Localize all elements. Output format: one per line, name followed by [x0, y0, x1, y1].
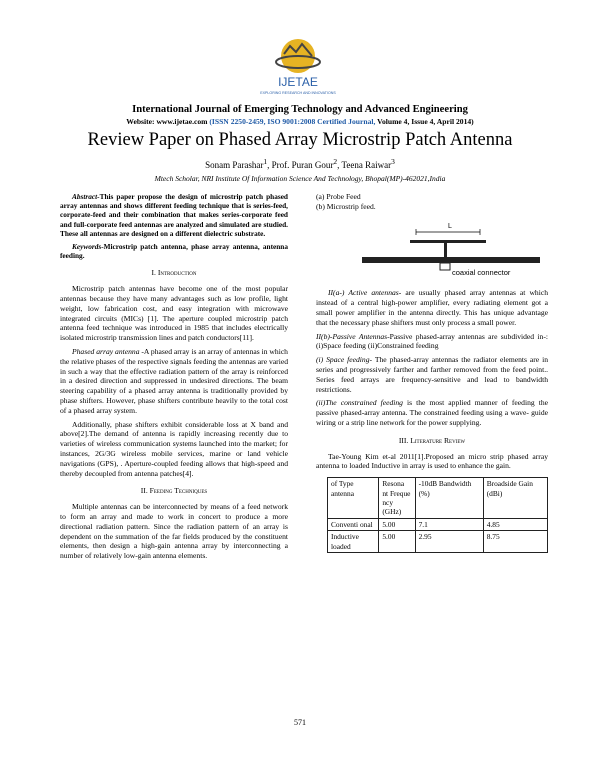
page-number: 571 — [294, 718, 306, 727]
passive-lead: II(b)-Passive Antennas — [316, 331, 388, 341]
intro-p2-lead: Phased array antenna — [72, 347, 140, 356]
table-cell: 7.1 — [415, 518, 483, 530]
constrained-feeding-paragraph — [316, 398, 548, 427]
table-cell: 8.75 — [483, 531, 547, 553]
active-text: - are usually phased array antennas at which instead of a central high-power amplifier, every radiating element got a small power amplifier in the antenna directly. This has unique advantage that the necessary phase shifters must only process a small power. — [316, 288, 548, 327]
keywords-label: Keywords- — [72, 242, 104, 252]
constrained-text: is the most applied manner of feeding the passive phased-array antenna. The constrained feeding using a wave- guide wiring or a strip line network for the power supplying. — [316, 398, 549, 427]
table-header: Resona nt Freque ncy (GHz) — [379, 478, 415, 519]
website-prefix: Website: www.ijetae.com — [126, 117, 210, 126]
abstract-label: Abstract- — [72, 192, 100, 201]
patch-element — [410, 240, 486, 243]
coaxial-feed-figure — [356, 218, 546, 280]
affiliation: Mtech Scholar, NRI Institute Of Information Science And Technology, Bhopal(MP)-462021,India — [154, 174, 446, 183]
feed-item-probe: (a) Probe Feed — [316, 192, 361, 201]
coaxial-connector-icon — [440, 263, 450, 270]
author-2-sup: 2 — [333, 157, 338, 166]
journal-website — [0, 117, 600, 126]
space-feeding-paragraph — [316, 355, 548, 394]
passive-text: -Passive phased-array antennas are subdivided in-: (i)Space feeding (ii)Constrained feeding — [316, 331, 548, 351]
active-lead: II(a-) Active antennas — [328, 288, 399, 298]
literature-paragraph: Tae-Young Kim et-al 2011[1].Proposed an micro strip phased array antenna to loaded Inductive in array is used to enhance the gain. — [316, 451, 548, 471]
keywords — [60, 242, 288, 260]
intro-paragraph-2 — [60, 347, 288, 416]
right-column — [316, 192, 548, 553]
figure-label-L: L — [448, 222, 452, 230]
space-lead: (i) Space feeding — [316, 355, 370, 365]
website-volume: Volume 4, Issue 4, April 2014) — [375, 117, 474, 126]
website-issn: (ISSN 2250-2459, ISO 9001:2008 Certified Journal, — [209, 117, 376, 126]
author-1-sup: 1 — [263, 157, 268, 166]
left-column — [60, 192, 288, 565]
logo-tagline: EXPLORING RESEARCH AND INNOVATIONS — [260, 91, 336, 95]
ground-plane — [362, 257, 540, 263]
section-heading-introduction: I. Introduction — [151, 268, 197, 278]
table-cell: 5.00 — [379, 518, 415, 530]
journal-logo — [258, 36, 338, 98]
paper-title: Review Paper on Phased Array Microstrip Patch Antenna — [87, 130, 513, 150]
gain-table — [327, 477, 548, 553]
table-header: -10dB Bandwidth (%) — [415, 478, 483, 519]
feed-item-microstrip: (b) Microstrip feed. — [316, 201, 376, 211]
table-cell: Inductive loaded — [328, 531, 379, 553]
figure-caption: coaxial connector — [452, 267, 511, 277]
author-2: Prof. Puran Gour — [271, 160, 334, 170]
table-cell: Conventi onal — [328, 518, 379, 530]
intro-paragraph-3: Additionally, phase shifters exhibit considerable loss at X band and above[2].The demand of antenna is rapidly increasing recently due to varieties of wireless communication systems launched into the market; for instances, 2G/3G wireless mobile services, marine or land vehicle navigations (GPS), . Aperture-coupled feeding allows that high-speed and thereby decoupled from antenna patches[4]. — [60, 419, 288, 478]
passive-antennas-paragraph — [316, 332, 548, 352]
constrained-lead: (ii)The constrained feeding — [316, 398, 403, 408]
active-antennas-paragraph — [316, 288, 548, 327]
intro-p2-text: -A phased array is an array of antennas in which the relative phases of the respective signals feeding the antennas are varied in such a way that the effective radiation pattern of the array is reinforced in a desired direction and suppressed in undesired directions. The beam steering capability of a phased array antenna is traditionally provided by phase shifters. However, phase shifters contribute heavily to the total cost of a phased array system. — [60, 347, 288, 415]
logo-wordmark: IJETAE — [278, 75, 318, 89]
table-row — [328, 531, 548, 553]
intro-paragraph-1: Microstrip patch antennas have become one of the most popular antennas because they have many advantages such as low profile, light weight, low fabrication cost, and easy integration with microwave integrated circuits (MICs) [1]. The aperture coupled microstrip patch antenna feed technique was introduced in 1985 that includes electrically isolated microstrip transmission lines and patch conductors[11]. — [60, 284, 288, 343]
keywords-text: Microstrip patch antenna, phase array antenna, antenna feeding. — [60, 242, 288, 261]
table-row — [328, 518, 548, 530]
table-header-row — [328, 478, 548, 519]
author-3: Teena Raiwar — [341, 160, 392, 170]
author-3-sup: 3 — [391, 157, 395, 166]
table-header: of Type antenna — [328, 478, 379, 519]
feed-list — [316, 192, 548, 212]
author-list: Sonam Parashar$^1$, Prof. Puran Gour$^2$, Teena Raiwar$^3$ — [205, 157, 395, 170]
abstract — [60, 192, 288, 238]
abstract-text: This paper propose the design of microstrip patch phased array antennas and shows different feeding technique that is series-feed, corporate-feed and their combination that makes series-corporate feed and full-corporate feed antennas are analyzed and simulated are studied. These all antennas are designed on a different dielectric substrate. — [60, 192, 288, 238]
table-cell: 4.85 — [483, 518, 547, 530]
table-header: Broadside Gain (dBi) — [483, 478, 547, 519]
section-heading-feeding: II. Feeding Techniques — [140, 486, 208, 496]
section-heading-literature: III. Literature Review — [398, 435, 466, 445]
author-1: Sonam Parashar — [205, 160, 264, 170]
table-cell: 5.00 — [379, 531, 415, 553]
space-text: - The phased-array antennas the radiator elements are in series and progressively farther and farther removed from the feed point.. Series feed arrays are frequency-sensitive and lead to bandwidth restrictions. — [316, 355, 548, 394]
probe-element — [444, 243, 447, 257]
table-cell: 2.95 — [415, 531, 483, 553]
journal-title: International Journal of Emerging Technology and Advanced Engineering — [132, 104, 468, 115]
feeding-paragraph-1: Multiple antennas can be interconnected by means of a feed network to form an array and made to work in concert to produce a more directional radiation pattern. Since the radiation pattern of an array is dependent on the summation of the far fields produced by the constituent elements, then design a high-gain antenna array by interconnecting a number of relatively low-gain antenna elements. — [60, 502, 288, 561]
